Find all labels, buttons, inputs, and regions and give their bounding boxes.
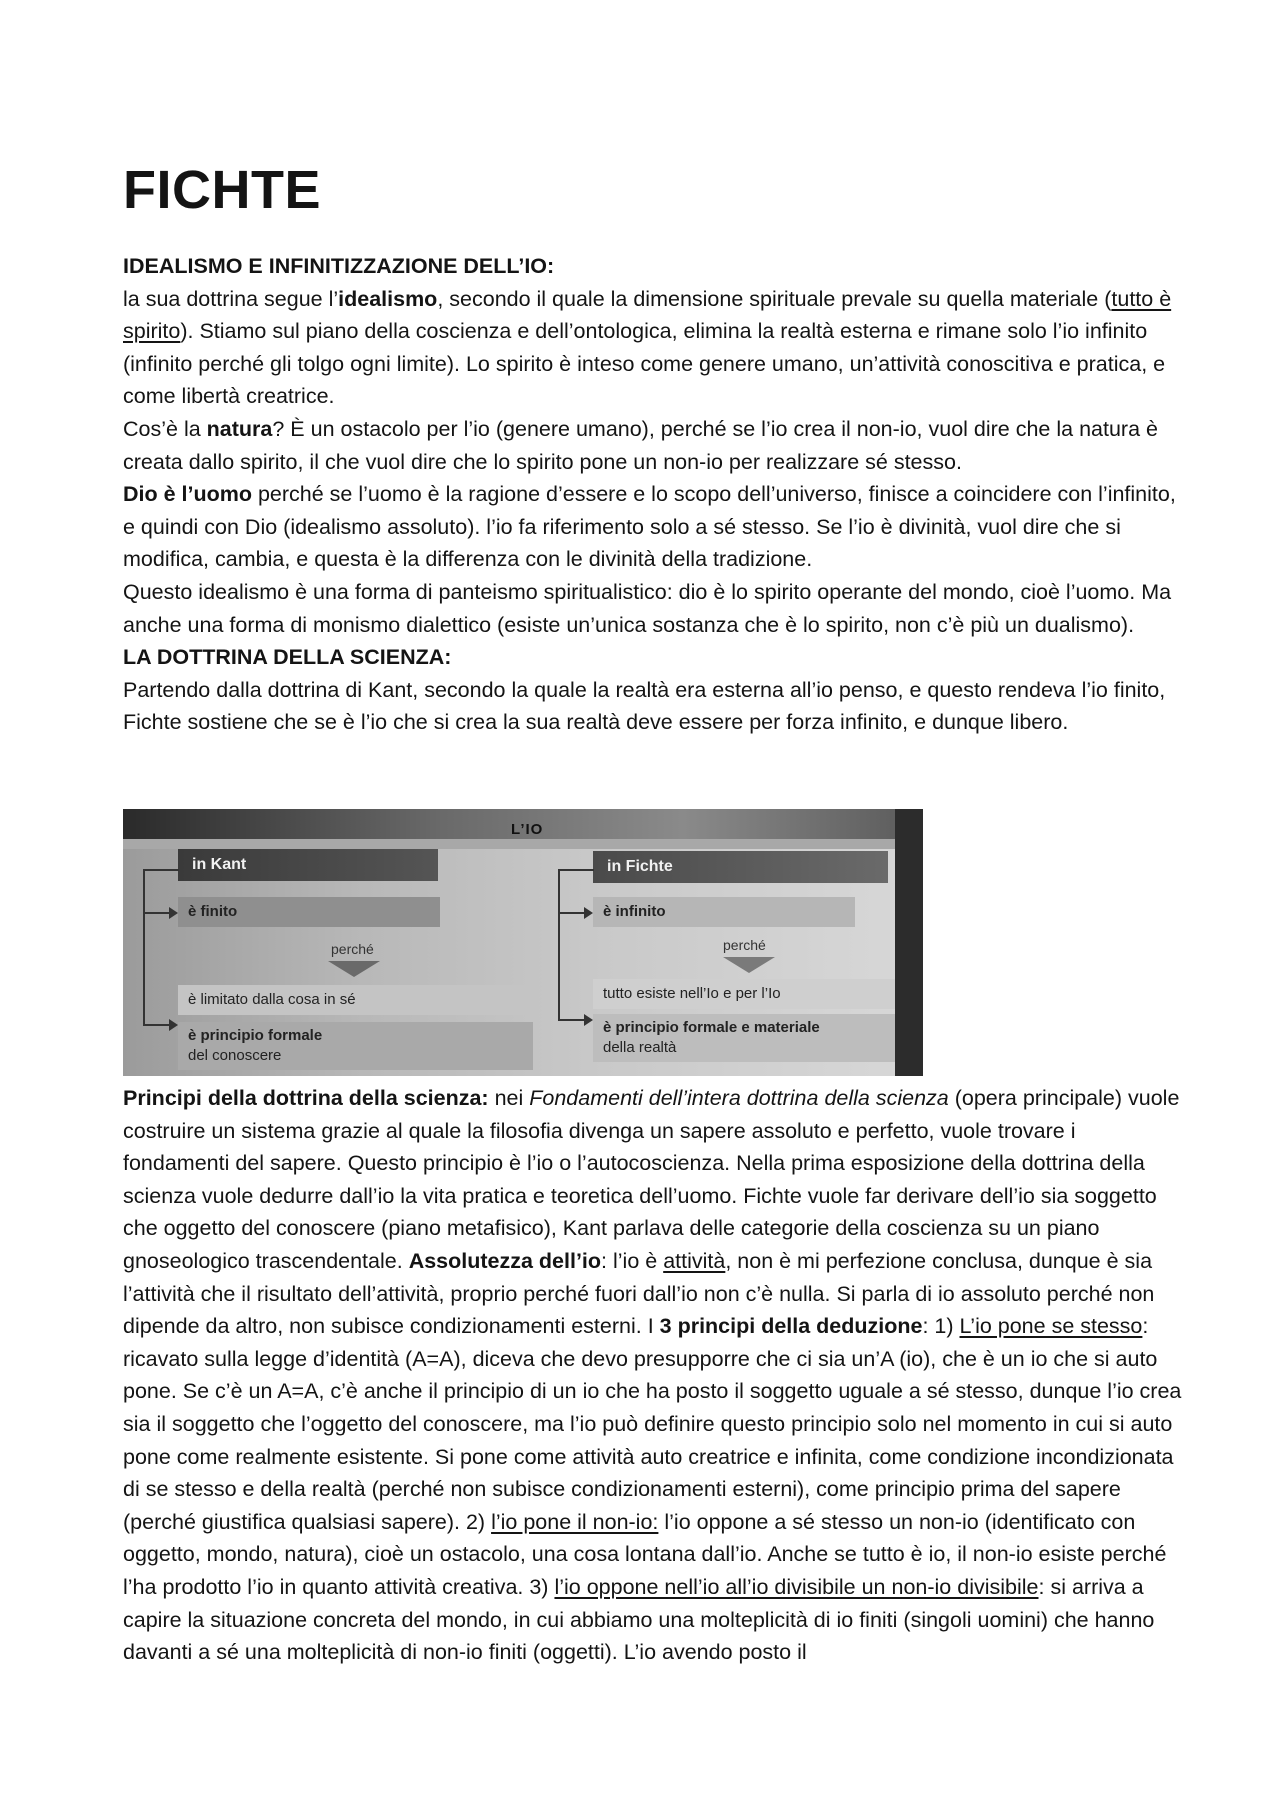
paragraph-dio: Dio è l’uomo perché se l’uomo è la ragione d’essere e lo scopo dell’universo, finisce a coincidere con l’infinito, e quindi con Dio (idealismo assoluto). l’io fa riferimento solo a sé stesso. Se l’io è divinità, vuol dire che si modifica, cambia, e questa è la differenza con le divinità della tradizione.	[123, 482, 1176, 572]
page-title: FICHTE	[123, 160, 321, 220]
text-block-principi	[123, 1082, 1183, 1669]
fichte-box-infinito: è infinito	[593, 897, 855, 927]
fichte-box-tutto: tutto esiste nell’Io e per l’Io	[593, 979, 895, 1009]
section-heading-dottrina: LA DOTTRINA DELLA SCIENZA:	[123, 645, 452, 670]
kant-box-limitato: è limitato dalla cosa in sé	[178, 985, 533, 1015]
paragraph-panteismo: Questo idealismo è una forma di panteismo spiritualistico: dio è lo spirito operante del mondo, cioè l’uomo. Ma anche una forma di monismo dialettico (esiste un’unica sostanza che è lo spirito, non c’è più un dualismo).	[123, 579, 1172, 637]
fichte-header: in Fichte	[593, 851, 888, 883]
kant-arrow-icon	[169, 907, 178, 919]
kant-box-finito: è finito	[178, 897, 440, 927]
paragraph-idealismo: la sua dottrina segue l’idealismo, secondo il quale la dimensione spirituale prevale su quella materiale (tutto è spirito). Stiamo sul piano della coscienza e dell’ontologica, elimina la realtà esterna e rimane solo l’io infinito (infinito perché gli tolgo ogni limite). Lo spirito è inteso come genere umano, un’attività conoscitiva e pratica, e come libertà creatrice.	[123, 286, 1172, 409]
kant-arrow-icon-2	[169, 1019, 178, 1031]
kant-down-arrow-icon	[328, 961, 380, 977]
paragraph-principi: Principi della dottrina della scienza: nei Fondamenti dell’intera dottrina della scienza (opera principale) vuole costruire un sistema grazie al quale la filosofia divenga un sapere assoluto e perfetto, vuole trovare i fondamenti del sapere. Questo principio è l’io o l’autocoscienza. Nella prima esposizione della dottrina della scienza vuole dedurre dall’io la vita pratica e teoretica dell’uomo. Fichte vuole far derivare dell’io sia soggetto che oggetto del conoscere (piano metafisico), Kant parlava delle categorie della coscienza su un piano gnoseologico trascendentale. Assolutezza dell’io: l’io è attività, non è mi perfezione conclusa, dunque è sia l’attività che il risultato dell’attività, proprio perché fuori dall’io non c’è nulla. Si parla di io assoluto perché non dipende da altro, non subisce condizionamenti esterni. I 3 principi della deduzione: 1) L’io pone se stesso: ricavato sulla legge d’identità (A=A), diceva che devo presupporre che ci sia un’A (io), che è un io che si auto pone. Se c’è un A=A, c’è anche il principio di un io che ha posto il soggetto uguale a sé stesso, dunque l’io crea sia il soggetto che l’oggetto del conoscere, ma l’io può definire questo principio solo nel momento in cui si auto pone come realmente esistente. Si pone come attività auto creatrice e infinita, come condizione incondizionata di se stesso e della realtà (perché non subisce condizionamenti esterni), come principio prima del sapere (perché giustifica qualsiasi sapere). 2) l’io pone il non-io: l’io oppone a sé stesso un non-io (identificato con oggetto, mondo, natura), cioè un ostacolo, una cosa lontana dall’io. Anche se tutto è io, il non-io esiste perché l’ha prodotto l’io in quanto attività creativa. 3) l’io oppone nell’io all’io divisibile un non-io divisibile: si arriva a capire la situazione concreta del mondo, in cui abbiamo una molteplicità di io finiti (singoli uomini) che hanno davanti a sé una molteplicità di non-io finiti (oggetti). L’io avendo posto il	[123, 1086, 1182, 1665]
fichte-arrow-icon	[584, 907, 593, 919]
fichte-down-arrow-icon	[723, 957, 775, 973]
section-heading-idealismo: IDEALISMO E INFINITIZZAZIONE DELL’IO:	[123, 254, 555, 278]
fichte-arrow-icon-2	[584, 1014, 593, 1026]
fichte-because: perché	[723, 937, 766, 953]
kant-because: perché	[331, 941, 374, 957]
diagram-io-image	[123, 809, 923, 1076]
kant-header: in Kant	[178, 849, 438, 881]
paragraph-kant: Partendo dalla dottrina di Kant, secondo la quale la realtà era esterna all’io penso, e questo rendeva l’io finito, Fichte sostiene che se è l’io che si crea la sua realtà deve essere per forza infinito, e dunque libero.	[123, 677, 1166, 735]
diagram-title: L’IO	[511, 821, 544, 838]
paragraph-natura: Cos’è la natura? È un ostacolo per l’io (genere umano), perché se l’io crea il non-io, vuol dire che la natura è creata dallo spirito, il che vuol dire che lo spirito pone un non-io per realizzare sé stesso.	[123, 416, 1158, 474]
fichte-box-principio: è principio formale e materiale della realtà	[593, 1014, 895, 1062]
kant-box-principio: è principio formale del conoscere	[178, 1022, 533, 1070]
text-block-intro	[123, 250, 1183, 739]
